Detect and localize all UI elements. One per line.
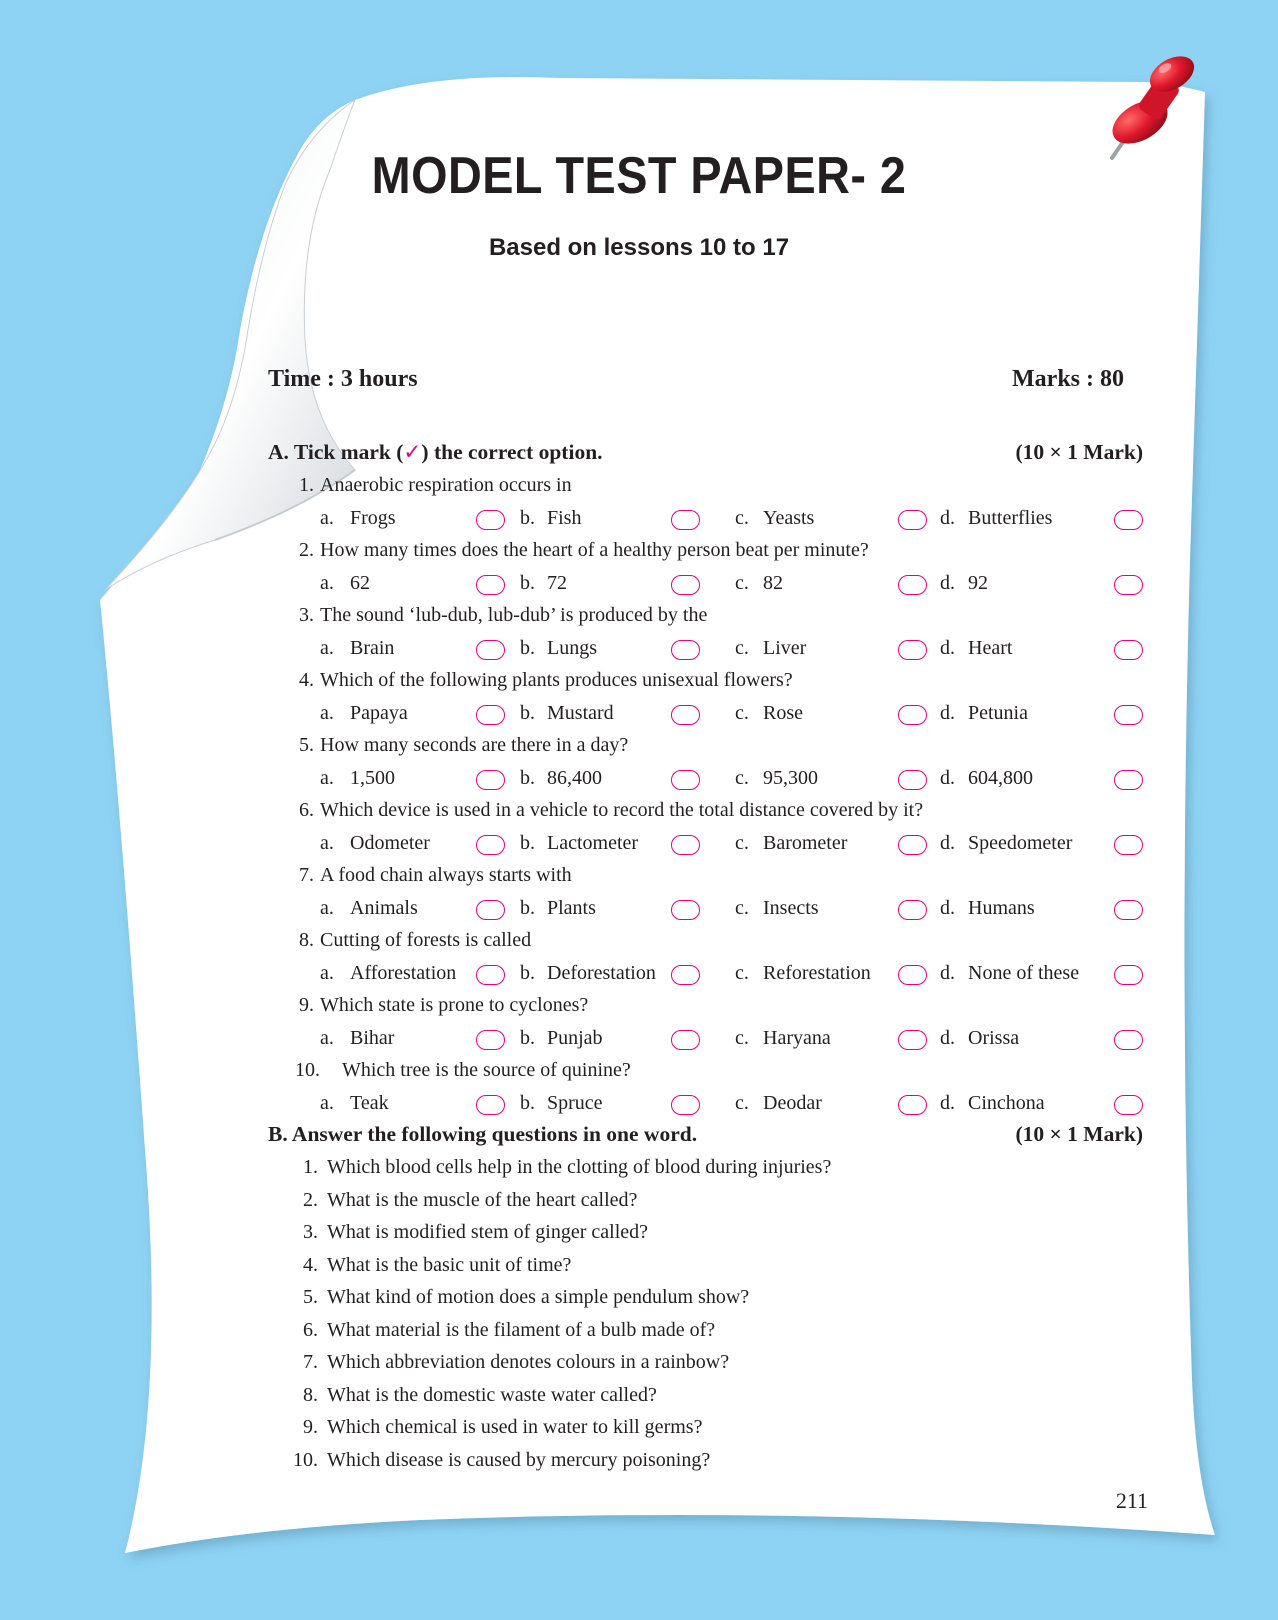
answer-checkbox[interactable] (671, 965, 700, 985)
answer-checkbox[interactable] (898, 965, 927, 985)
answer-checkbox[interactable] (476, 510, 505, 530)
option-text: Deodar (763, 1092, 822, 1114)
option-text: Heart (968, 637, 1013, 659)
question-number: 8. (299, 929, 314, 951)
question-number: 5. (303, 1286, 318, 1308)
page-title: MODEL TEST PAPER- 2 (371, 147, 907, 205)
question-text: Which chemical is used in water to kill germs? (327, 1416, 703, 1438)
option-text: Animals (350, 897, 418, 919)
question-text: What is the muscle of the heart called? (327, 1188, 638, 1211)
question-text: Cutting of forests is called (320, 929, 532, 951)
section-a-heading (268, 440, 603, 465)
answer-checkbox[interactable] (1114, 705, 1143, 725)
question-number: 2. (299, 539, 314, 561)
option-text: Rose (763, 702, 803, 724)
answer-checkbox[interactable] (476, 1030, 505, 1050)
option-letter: c. (735, 832, 749, 854)
list-item (284, 1449, 710, 1472)
list-item (284, 1254, 571, 1277)
section-b-marks: (10 × 1 Mark) (1015, 1122, 1143, 1146)
answer-checkbox[interactable] (898, 510, 927, 530)
option-letter: b. (520, 1092, 535, 1114)
question-number: 2. (303, 1188, 318, 1211)
option-text: Frogs (350, 507, 396, 529)
question-number: 8. (303, 1383, 318, 1406)
option-text: Afforestation (350, 962, 457, 984)
answer-checkbox[interactable] (671, 1030, 700, 1050)
option-text: Spruce (547, 1092, 603, 1114)
answer-checkbox[interactable] (1114, 835, 1143, 855)
option-text: Teak (350, 1092, 389, 1114)
option-text: Butterflies (968, 507, 1053, 529)
question-text: How many seconds are there in a day? (320, 734, 629, 756)
option-letter: a. (320, 572, 334, 594)
answer-checkbox[interactable] (1114, 510, 1143, 530)
option-letter: c. (735, 962, 749, 984)
option-letter: d. (940, 572, 955, 594)
option-letter: b. (520, 507, 535, 529)
answer-checkbox[interactable] (1114, 1095, 1143, 1115)
answer-checkbox[interactable] (1114, 640, 1143, 660)
option-letter: d. (940, 767, 955, 789)
question-row (290, 539, 869, 562)
answer-checkbox[interactable] (898, 900, 927, 920)
question-row (290, 669, 793, 692)
option-letter: a. (320, 962, 334, 984)
question-text: Which device is used in a vehicle to record the total distance covered by it? (320, 799, 924, 821)
question-number: 3. (299, 604, 314, 626)
option-letter: c. (735, 572, 749, 594)
question-number: 4. (299, 669, 314, 691)
question-text: The sound ‘lub-dub, lub-dub’ is produced by the (320, 604, 708, 626)
question-text: What is the basic unit of time? (327, 1253, 572, 1276)
option-text: 95,300 (763, 767, 818, 789)
option-text: Punjab (547, 1027, 603, 1049)
question-number: 9. (299, 994, 314, 1016)
section-a-heading-text-2: ) the correct option. (421, 440, 603, 464)
question-text: Which of the following plants produces unisexual flowers? (320, 669, 793, 691)
list-item (284, 1416, 702, 1439)
answer-checkbox[interactable] (1114, 770, 1143, 790)
option-letter: b. (520, 637, 535, 659)
option-letter: a. (320, 897, 334, 919)
list-item (284, 1189, 637, 1212)
answer-checkbox[interactable] (671, 770, 700, 790)
option-letter: c. (735, 897, 749, 919)
answer-checkbox[interactable] (476, 900, 505, 920)
answer-checkbox[interactable] (671, 640, 700, 660)
answer-checkbox[interactable] (898, 575, 927, 595)
option-letter: b. (520, 897, 535, 919)
question-number: 10. (295, 1059, 320, 1081)
question-row (290, 1059, 631, 1082)
option-text: 1,500 (350, 767, 395, 789)
question-row (290, 474, 572, 497)
answer-checkbox[interactable] (1114, 1030, 1143, 1050)
option-letter: d. (940, 897, 955, 919)
section-a-marks: (10 × 1 Mark) (1015, 440, 1143, 464)
answer-checkbox[interactable] (476, 575, 505, 595)
option-letter: c. (735, 767, 749, 789)
question-text: What kind of motion does a simple pendulum show? (327, 1286, 750, 1308)
answer-checkbox[interactable] (898, 705, 927, 725)
page-subtitle: Based on lessons 10 to 17 (488, 234, 790, 261)
option-text: Mustard (547, 702, 614, 724)
list-item (284, 1384, 657, 1407)
section-a-label: A. (268, 440, 289, 464)
check-mark-icon: ✓ (403, 440, 422, 465)
question-number: 4. (303, 1253, 318, 1276)
option-letter: a. (320, 507, 334, 529)
answer-checkbox[interactable] (476, 1095, 505, 1115)
option-text: 92 (968, 572, 988, 594)
answer-checkbox[interactable] (671, 510, 700, 530)
question-text: How many times does the heart of a healthy person beat per minute? (320, 539, 869, 561)
option-text: Barometer (763, 832, 848, 854)
question-number: 1. (303, 1156, 318, 1178)
section-a-heading-text-1: Tick mark ( (293, 440, 404, 464)
option-letter: b. (520, 572, 535, 594)
option-text: Lungs (547, 637, 597, 659)
answer-checkbox[interactable] (476, 770, 505, 790)
question-text: Which disease is caused by mercury poisoning? (327, 1448, 711, 1471)
option-letter: a. (320, 702, 334, 724)
question-number: 6. (303, 1318, 318, 1341)
option-letter: b. (520, 962, 535, 984)
option-text: 604,800 (968, 767, 1033, 789)
section-b-heading-text: Answer the following questions in one word. (291, 1122, 698, 1146)
option-text: Liver (763, 637, 807, 659)
answer-checkbox[interactable] (898, 640, 927, 660)
answer-checkbox[interactable] (1114, 965, 1143, 985)
option-text: Fish (547, 507, 582, 529)
question-text: Which blood cells help in the clotting of blood during injuries? (327, 1156, 832, 1178)
option-letter: a. (320, 767, 334, 789)
option-letter: d. (940, 962, 955, 984)
option-text: Odometer (350, 832, 430, 854)
answer-checkbox[interactable] (476, 705, 505, 725)
question-row (290, 604, 707, 627)
answer-checkbox[interactable] (671, 705, 700, 725)
list-item (284, 1156, 831, 1179)
answer-checkbox[interactable] (476, 640, 505, 660)
option-letter: a. (320, 1027, 334, 1049)
time-label: Time : 3 hours (268, 366, 418, 392)
option-letter: a. (320, 832, 334, 854)
option-letter: d. (940, 702, 955, 724)
answer-checkbox[interactable] (671, 835, 700, 855)
option-letter: b. (520, 767, 535, 789)
option-text: Plants (547, 897, 596, 919)
question-text: Which tree is the source of quinine? (342, 1059, 631, 1081)
option-letter: d. (940, 1027, 955, 1049)
answer-checkbox[interactable] (671, 900, 700, 920)
option-text: Bihar (350, 1027, 395, 1049)
option-text: Papaya (350, 702, 408, 724)
option-letter: c. (735, 507, 749, 529)
option-text: Cinchona (968, 1092, 1045, 1114)
answer-checkbox[interactable] (671, 1095, 700, 1115)
list-item (284, 1351, 729, 1374)
option-letter: d. (940, 637, 955, 659)
option-letter: b. (520, 832, 535, 854)
option-text: Humans (968, 897, 1035, 919)
page-number: 211 (1115, 1488, 1148, 1513)
question-number: 6. (299, 799, 314, 821)
option-letter: c. (735, 702, 749, 724)
option-text: Reforestation (763, 962, 871, 984)
answer-checkbox[interactable] (1114, 575, 1143, 595)
question-text: A food chain always starts with (320, 864, 572, 886)
option-text: Brain (350, 637, 395, 659)
answer-checkbox[interactable] (476, 835, 505, 855)
section-b-label: B. (268, 1122, 288, 1146)
answer-checkbox[interactable] (671, 575, 700, 595)
option-text: Lactometer (547, 832, 639, 854)
question-text: What is modified stem of ginger called? (327, 1221, 649, 1243)
option-letter: a. (320, 1092, 334, 1114)
option-text: Petunia (968, 702, 1028, 724)
option-letter: d. (940, 832, 955, 854)
list-item (284, 1286, 749, 1309)
option-letter: c. (735, 1027, 749, 1049)
option-text: 62 (350, 572, 370, 594)
section-b-heading (268, 1122, 697, 1147)
answer-checkbox[interactable] (898, 1095, 927, 1115)
option-letter: d. (940, 507, 955, 529)
answer-checkbox[interactable] (476, 965, 505, 985)
question-number: 5. (299, 734, 314, 756)
option-text: Speedometer (968, 832, 1073, 854)
option-text: Haryana (763, 1027, 831, 1049)
option-text: Yeasts (763, 507, 815, 529)
question-number: 10. (293, 1448, 318, 1471)
question-row (290, 929, 531, 952)
option-letter: c. (735, 1092, 749, 1114)
option-text: 72 (547, 572, 567, 594)
marks-label: Marks : 80 (1012, 366, 1124, 392)
answer-checkbox[interactable] (1114, 900, 1143, 920)
question-row (290, 799, 923, 822)
answer-checkbox[interactable] (898, 835, 927, 855)
answer-checkbox[interactable] (898, 770, 927, 790)
option-text: Deforestation (547, 962, 656, 984)
option-text: 86,400 (547, 767, 602, 789)
question-number: 7. (303, 1351, 318, 1373)
question-text: What material is the filament of a bulb made of? (327, 1318, 716, 1341)
answer-checkbox[interactable] (898, 1030, 927, 1050)
question-text: What is the domestic waste water called? (327, 1383, 657, 1406)
question-text: Which abbreviation denotes colours in a rainbow? (327, 1351, 730, 1373)
question-text: Anaerobic respiration occurs in (320, 474, 572, 496)
option-text: Orissa (968, 1027, 1020, 1049)
list-item (284, 1319, 715, 1342)
option-text: Insects (763, 897, 819, 919)
option-letter: c. (735, 637, 749, 659)
question-number: 3. (303, 1221, 318, 1243)
option-letter: a. (320, 637, 334, 659)
question-row (290, 994, 588, 1017)
question-number: 7. (299, 864, 314, 886)
option-letter: d. (940, 1092, 955, 1114)
question-row (290, 734, 628, 757)
list-item (284, 1221, 648, 1244)
option-letter: b. (520, 1027, 535, 1049)
option-text: 82 (763, 572, 783, 594)
question-text: Which state is prone to cyclones? (320, 994, 589, 1016)
option-text: None of these (968, 962, 1080, 984)
question-number: 1. (299, 474, 314, 496)
option-letter: b. (520, 702, 535, 724)
question-number: 9. (303, 1416, 318, 1438)
question-row (290, 864, 572, 887)
